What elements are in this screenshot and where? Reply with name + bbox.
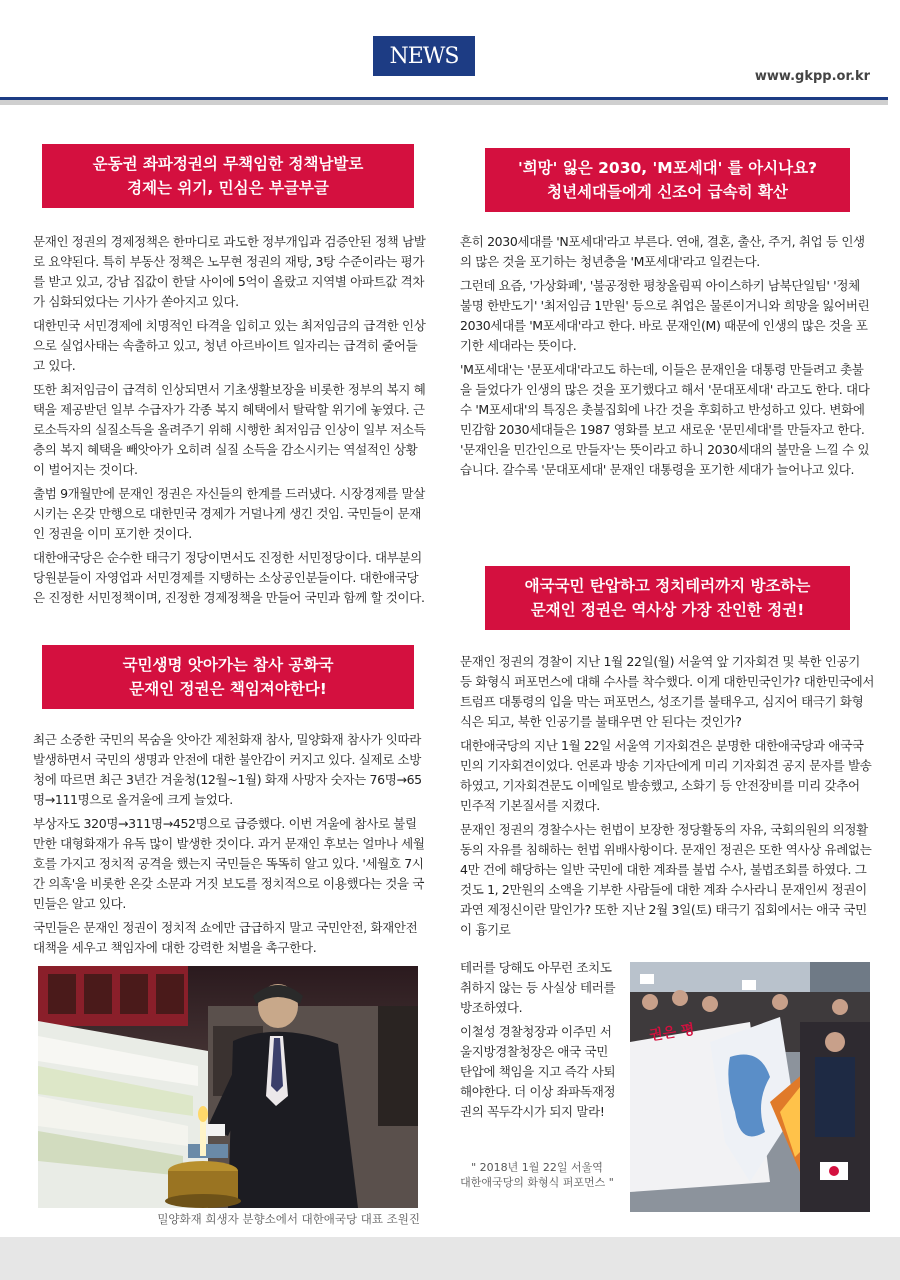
memorial-photo-caption: 밀양화재 희생자 분향소에서 대한애국당 대표 조원진 bbox=[157, 1212, 420, 1226]
protest-photo bbox=[630, 962, 870, 1212]
article-2-paragraph: 국민들은 문재인 정권이 정치적 쇼에만 급급하지 말고 국민안전, 화재안전 대책을 세우고 책임자에 대한 강력한 처벌을 촉구한다. bbox=[33, 920, 418, 955]
article-2-headline-line-2: 문재인 정권은 책임져야한다! bbox=[129, 680, 327, 698]
article-2-paragraph: 부상자도 320명→311명→452명으로 급증했다. 이번 겨울에 참사로 불릴 만한 대형화재가 유독 많이 발생한 것이다. 과거 문재인 후보는 얼마나 세월호를 가지고 정치적 공격을 했는지 국민들은 똑똑히 알고 있다. '세월호 7시간 의혹'을 비롯한 온갖 소문과 거짓 보도를 정치적으로 이용했다는 것을 국민들은 알고 있다. bbox=[33, 816, 425, 911]
memorial-photo-illustration bbox=[38, 966, 418, 1208]
protest-sign-text: 권은 평 bbox=[648, 1021, 696, 1044]
news-badge: NEWS bbox=[373, 36, 475, 76]
article-3-headline-line-1: '희망' 잃은 2030, 'M포세대' 를 아시나요? bbox=[517, 159, 818, 177]
article-1-headline-line-1: 운동권 좌파정권의 무책임한 정책남발로 bbox=[92, 155, 364, 173]
article-2-paragraph: 최근 소중한 국민의 목숨을 앗아간 제천화재 참사, 밀양화재 참사가 잇따라 발생하면서 국민의 생명과 안전에 대한 불안감이 커지고 있다. 실제로 소방청에 따르면 최근 3년간 겨울청(12월~1월) 화재 사망자 숫자는 76명→65명→111명으로 올겨울에 크게 늘었다. bbox=[33, 732, 422, 807]
article-4-headline-line-2: 문재인 정권은 역사상 가장 잔인한 정권! bbox=[530, 601, 805, 619]
article-2-headline-line-1: 국민생명 앗아가는 참사 공화국 bbox=[122, 656, 334, 674]
article-3-paragraph: 그런데 요즘, '가상화폐', '불공정한 평창올림픽 아이스하키 남북단일팀' '정체불명 한반도기' '최저임금 1만원' 등으로 취업은 물론이거니와 희망을 잃어버린 2030세대를 'M포세대'라고 한다. 바로 문재인(M) 때문에 인생의 많은 것을 포기한 세대라는 뜻이다. bbox=[460, 278, 870, 353]
site-url[interactable]: www.gkpp.or.kr bbox=[754, 69, 870, 84]
article-1-paragraph: 또한 최저임금이 급격히 인상되면서 기초생활보장을 비롯한 정부의 복지 혜택을 제공받던 일부 수급자가 각종 복지 혜택에서 탈락할 위기에 놓였다. 근로소득자의 실질소득을 올려주기 위해 시행한 최저임금 인상이 일부 저소득층의 복지 혜택을 빼앗아가 오히려 실질 소득을 감소시키는 역설적인 상황이 벌어지는 것이다. bbox=[33, 382, 426, 477]
article-3-paragraph: 'M포세대'는 '문포세대'라고도 하는데, 이들은 문재인을 대통령 만들려고 촛불을 들었다가 인생의 많은 것을 포기했다고 해서 '문대포세대' 라고도 한다. 대다수 'M포세대'의 특징은 촛불집회에 나간 것을 후회하고 반성하고 있다. 변화에 민감함 2030세대들은 1987 영화를 보고 새로운 '문민세대'를 만들자고 한다. '문재인을 민간인으로 만들자'는 뜻이라고 하니 2030세대의 불만을 느낄 수 있습니다. 갈수록 '문대포세대' 문재인 대통령을 포기한 세대가 늘어나고 있다. bbox=[460, 362, 870, 477]
article-3-headline-line-2: 청년세대들에게 신조어 급속히 확산 bbox=[547, 183, 788, 201]
article-4-headline-line-1: 애국국민 탄압하고 정치테러까지 방조하는 bbox=[524, 577, 811, 595]
article-4-wrap-body bbox=[460, 958, 620, 1126]
article-3-paragraph: 흔히 2030세대를 'N포세대'라고 부른다. 연애, 결혼, 출산, 주거, 취업 등 인생의 많은 것을 포기하는 청년층을 'M포세대'라고 일컫는다. bbox=[460, 234, 865, 269]
protest-photo-illustration bbox=[630, 962, 870, 1212]
article-2-body bbox=[33, 730, 428, 962]
article-4-body bbox=[460, 652, 875, 944]
article-4-wrap-paragraph: 이철성 경찰청장과 이주민 서울지방경찰청장은 애국 국민 탄압에 책임을 지고 즉각 사퇴해야한다. 더 이상 좌파독재정권의 꼭두각시가 되지 말라! bbox=[460, 1024, 616, 1119]
article-3-headline bbox=[485, 148, 850, 212]
memorial-photo bbox=[38, 966, 418, 1208]
article-1-body bbox=[33, 232, 428, 612]
article-1-headline bbox=[42, 144, 414, 208]
article-4-paragraph: 대한애국당의 지난 1월 22일 서울역 기자회견은 분명한 대한애국당과 애국국민의 기자회견이었다. 언론과 방송 기자단에게 미리 기자회견 공지 문자를 발송하였고, 기자회견문도 이메일로 발송했고, 소화기 등 안전장비를 미리 갖추어 민주적 기본질서를 지켰다. bbox=[460, 738, 872, 813]
article-1-paragraph: 대한애국당은 순수한 태극기 정당이면서도 진정한 서민정당이다. 대부분의 당원분들이 자영업과 서민경제를 지탱하는 소상공인분들이다. 대한애국당은 진정한 서민정책이며, 진정한 경제정책을 만들어 국민과 함께 할 것이다. bbox=[33, 550, 425, 605]
protest-caption-line-1: " 2018년 1월 22일 서울역 bbox=[471, 1161, 603, 1174]
article-3-body bbox=[460, 232, 870, 484]
article-1-paragraph: 대한민국 서민경제에 치명적인 타격을 입히고 있는 최저임금의 급격한 인상으로 실업사태는 속출하고 있고, 청년 아르바이트 일자리는 급격히 줄어들고 있다. bbox=[33, 318, 426, 373]
article-4-paragraph: 문재인 정권의 경찰수사는 헌법이 보장한 정당활동의 자유, 국회의원의 의정활동의 자유를 침해하는 헌법 위배사항이다. 문재인 정권은 또한 역사상 유례없는 4만 건에 해당하는 일반 국민에 대한 계좌를 불법 수사, 불법조회를 하였다. 그것도 1, 2만원의 소액을 기부한 사람들에 대한 계좌 수사라니 문재인씨 정권이 과연 제정신이란 말인가? 또한 지난 2월 3일(토) 태극기 집회에서는 애국 국민이 흉기로 bbox=[460, 822, 872, 937]
article-1-paragraph: 출범 9개월만에 문재인 정권은 자신들의 한계를 드러냈다. 시장경제를 말살시키는 온갖 만행으로 대한민국 경제가 거덜나게 생긴 것임. 국민들이 문재인 정권을 이미 포기한 것이다. bbox=[33, 486, 425, 541]
protest-photo-caption bbox=[447, 1160, 627, 1190]
article-2-headline bbox=[42, 645, 414, 709]
article-4-paragraph: 문재인 정권의 경찰이 지난 1월 22일(월) 서울역 앞 기자회견 및 북한 인공기 등 화형식 퍼포먼스에 대해 수사를 착수했다. 이게 대한민국인가? 대한민국에서 트럼프 대통령의 입을 막는 퍼포먼스, 성조기를 불태우고, 심지어 태극기 화형식은 되고, 북한 인공기를 불태우면 안 된다는 것인가? bbox=[460, 654, 875, 729]
article-4-wrap-paragraph: 테러를 당해도 아무런 조치도 취하지 않는 등 사실상 테러를 방조하였다. bbox=[460, 960, 616, 1015]
protest-caption-line-2: 대한애국당의 화형식 퍼포먼스 " bbox=[460, 1176, 614, 1189]
header-rule-shadow bbox=[0, 100, 888, 105]
article-4-headline bbox=[485, 566, 850, 630]
article-1-paragraph: 문재인 정권의 경제정책은 한마디로 과도한 정부개입과 검증안된 정책 남발로 요약된다. 특히 부동산 정책은 노무현 정권의 재탕, 3탕 수준이라는 평가를 받고 있고, 강남 집값이 한달 사이에 5억이 올랐고 지역별 아파트값 격차가 심화되었다는 기사가 쏟아지고 있다. bbox=[33, 234, 426, 309]
article-1-headline-line-2: 경제는 위기, 민심은 부글부글 bbox=[127, 179, 329, 197]
